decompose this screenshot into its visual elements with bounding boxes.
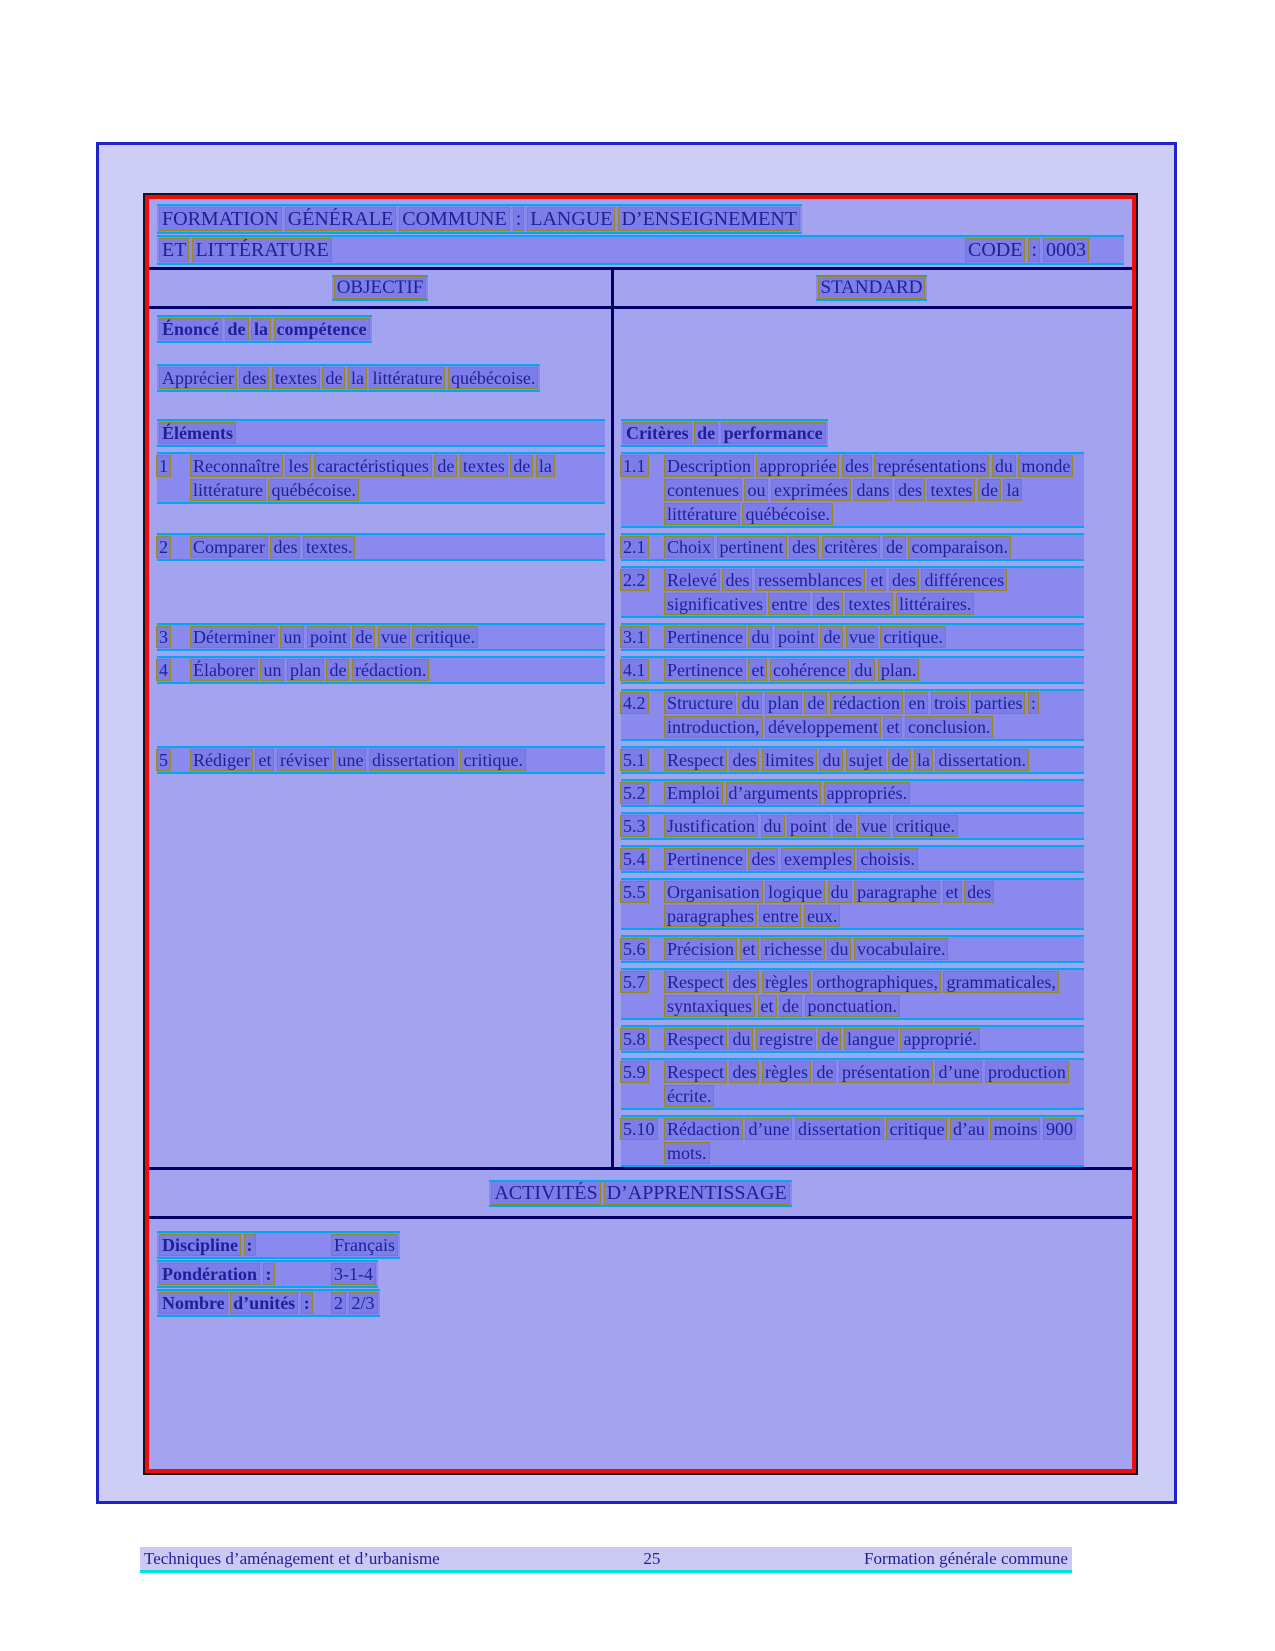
criterion-text: Relevé des ressemblances et des différences significatives entre des textes littéraires. [667,570,1005,614]
criterion-number: 5.6 [623,939,646,959]
criterion-item [621,812,1084,840]
element-item [157,452,605,504]
ponderation-value: 3-1-4 [334,1264,373,1284]
activities-details [149,1219,1132,1469]
criterion-number: 2.1 [623,537,646,557]
criterion-number: 5.5 [623,882,646,902]
element-text: Rédiger et réviser une dissertation critique. [193,750,523,770]
element-text: Comparer des textes. [193,537,353,557]
column-headers [149,270,1132,306]
element-number: 5 [159,750,168,770]
element-item [157,746,605,774]
standard-column-header: STANDARD [611,275,1132,301]
criterion-item [621,452,1084,528]
criterion-number: 1.1 [623,456,646,476]
content-grid [149,309,1132,1167]
criterion-number: 5.7 [623,972,646,992]
criterion-item [621,689,1084,741]
course-sheet [145,195,1136,1473]
criterion-item [621,845,1084,873]
element-text: Reconnaître les caractéristiques de textes de la littérature québécoise. [193,456,552,500]
footer-section-name: Formation générale commune [864,1548,1068,1568]
discipline-value: Français [334,1235,395,1255]
activities-title: ACTIVITÉS D’APPRENTISSAGE [489,1180,791,1207]
criterion-item [621,1025,1084,1053]
unites-value: 2 2/3 [334,1293,375,1313]
criterion-text: Pertinence des exemples choisis. [667,849,915,869]
criterion-number: 5.1 [623,750,646,770]
criterion-item [621,935,1084,963]
criterion-text: Respect des limites du sujet de la dissertation. [667,750,1026,770]
criterion-text: Pertinence et cohérence du plan. [667,660,917,680]
criterion-text: Emploi d’arguments appropriés. [667,783,908,803]
unites-field [157,1289,1124,1317]
document-panel [96,142,1177,1504]
criterion-item [621,656,1084,684]
criterion-item [621,968,1084,1020]
criterion-text: Structure du plan de rédaction en trois parties : introduction, développement et conclusion. [667,693,1036,737]
criterion-number: 5.8 [623,1029,646,1049]
ponderation-field [157,1260,1124,1288]
element-number: 3 [159,627,168,647]
course-sheet-frame [143,193,1138,1475]
element-number: 1 [159,456,168,476]
criterion-item [621,878,1084,930]
criterion-number: 3.1 [623,627,646,647]
element-text: Déterminer un point de vue critique. [193,627,475,647]
competence-text-cell [149,364,611,419]
criterion-number: 5.4 [623,849,646,869]
criterion-item [621,1058,1084,1110]
course-code: CODE : 0003 [967,239,1086,261]
sheet-title-line2-text: ET LITTÉRATURE [162,239,329,261]
objective-standard-region [149,270,1132,1167]
unites-label: Nombre d’unités : [162,1293,310,1313]
criterion-item [621,779,1084,807]
criterion-item [621,623,1084,651]
element-number: 2 [159,537,168,557]
element-item [157,656,605,684]
criterion-item [621,533,1084,561]
footer-page-number: 25 [643,1548,661,1568]
competence-heading-cell [149,315,611,364]
discipline-field [157,1231,1124,1259]
criterion-text: Organisation logique du paragraphe et des paragraphes entre eux. [667,882,992,926]
criterion-text: Pertinence du point de vue critique. [667,627,943,647]
criterion-text: Choix pertinent des critères de comparaison. [667,537,1008,557]
criterion-number: 4.2 [623,693,646,713]
criterion-text: Respect des règles orthographiques, grammaticales, syntaxiques et de ponctuation. [667,972,1056,1016]
discipline-label: Discipline : [162,1235,253,1255]
sheet-title-line2 [157,235,1124,265]
objectif-column-header: OBJECTIF [149,275,611,301]
sheet-header [149,199,1132,267]
element-item [157,623,605,651]
sheet-title-line1-text: FORMATION GÉNÉRALE COMMUNE : LANGUE D’ENSEIGNEMENT [157,204,802,234]
element-number: 4 [159,660,168,680]
criterion-item [621,1115,1084,1167]
criterion-number: 5.9 [623,1062,646,1082]
criterion-text: Respect du registre de langue approprié. [667,1029,977,1049]
page-footer [140,1547,1072,1573]
competence-heading: Énoncé de la compétence [157,315,372,343]
footer-program-name: Techniques d’aménagement et d’urbanisme [144,1548,440,1568]
criterion-number: 4.1 [623,660,646,680]
criterion-number: 5.3 [623,816,646,836]
criterion-text: Respect des règles de présentation d’une production écrite. [667,1062,1066,1106]
activities-banner [149,1170,1132,1216]
criteria-heading-cell [611,419,1132,452]
competence-text: Apprécier des textes de la littérature québécoise. [157,364,540,392]
element-item [157,533,605,561]
criterion-number: 2.2 [623,570,646,590]
criterion-text: Rédaction d’une dissertation critique d’au moins 900 mots. [667,1119,1073,1163]
criterion-text: Description appropriée des représentations du monde contenues ou exprimées dans des textes de la littérature québécoise. [667,456,1071,524]
criterion-item [621,566,1084,618]
elements-heading-cell [149,419,611,452]
element-text: Élaborer un plan de rédaction. [193,660,427,680]
criterion-number: 5.2 [623,783,646,803]
criterion-item [621,746,1084,774]
ponderation-label: Pondération : [162,1264,272,1284]
criterion-text: Justification du point de vue critique. [667,816,955,836]
criterion-text: Précision et richesse du vocabulaire. [667,939,946,959]
criteria-heading: Critères de performance [621,419,828,447]
elements-heading: Éléments [157,419,605,447]
sheet-title-line1 [157,204,1124,234]
criterion-number: 5.10 [623,1119,655,1139]
